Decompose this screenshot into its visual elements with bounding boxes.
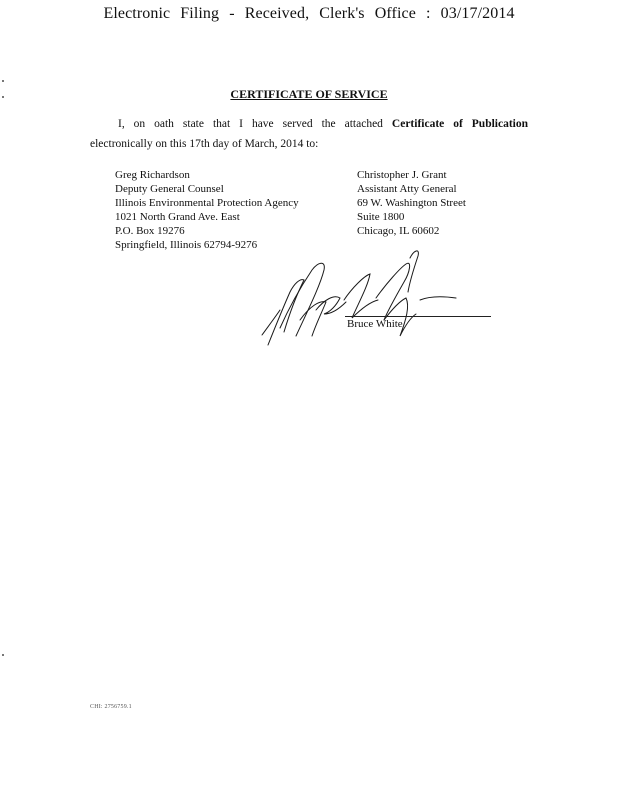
recipient-name: Christopher J. Grant — [357, 169, 447, 181]
signature-line — [345, 316, 491, 317]
signer-name: Bruce White — [347, 318, 403, 330]
document-code: CHI: 2756759.1 — [90, 704, 132, 710]
scan-mark — [2, 80, 4, 82]
oath-line-1 — [90, 114, 528, 134]
recipient-organization: Illinois Environmental Protection Agency — [115, 197, 299, 209]
recipient-city: Springfield, Illinois 62794-9276 — [115, 239, 258, 251]
recipient-suite: Suite 1800 — [357, 211, 405, 223]
oath-statement — [90, 114, 528, 154]
filing-stamp-header: Electronic Filing - Received, Clerk's Office : 03/17/2014 — [103, 5, 515, 22]
oath-document-name: Certificate of Publication — [391, 118, 528, 130]
recipient-title: Deputy General Counsel — [115, 183, 224, 195]
recipient-name: Greg Richardson — [115, 169, 190, 181]
scan-mark — [2, 654, 4, 656]
handwritten-signature — [260, 240, 460, 350]
recipient-street: 1021 North Grand Ave. East — [115, 211, 240, 223]
oath-lead: I, on oath state that I have served the attached — [118, 118, 383, 130]
recipient-address-right — [357, 168, 466, 238]
recipient-city: Chicago, IL 60602 — [357, 225, 440, 237]
certificate-title: CERTIFICATE OF SERVICE — [230, 87, 388, 101]
recipient-title: Assistant Atty General — [357, 183, 457, 195]
recipient-street: 69 W. Washington Street — [357, 197, 466, 209]
oath-line-2: electronically on this 17th day of March, 2014 to: — [90, 138, 319, 150]
recipient-po-box: P.O. Box 19276 — [115, 225, 185, 237]
